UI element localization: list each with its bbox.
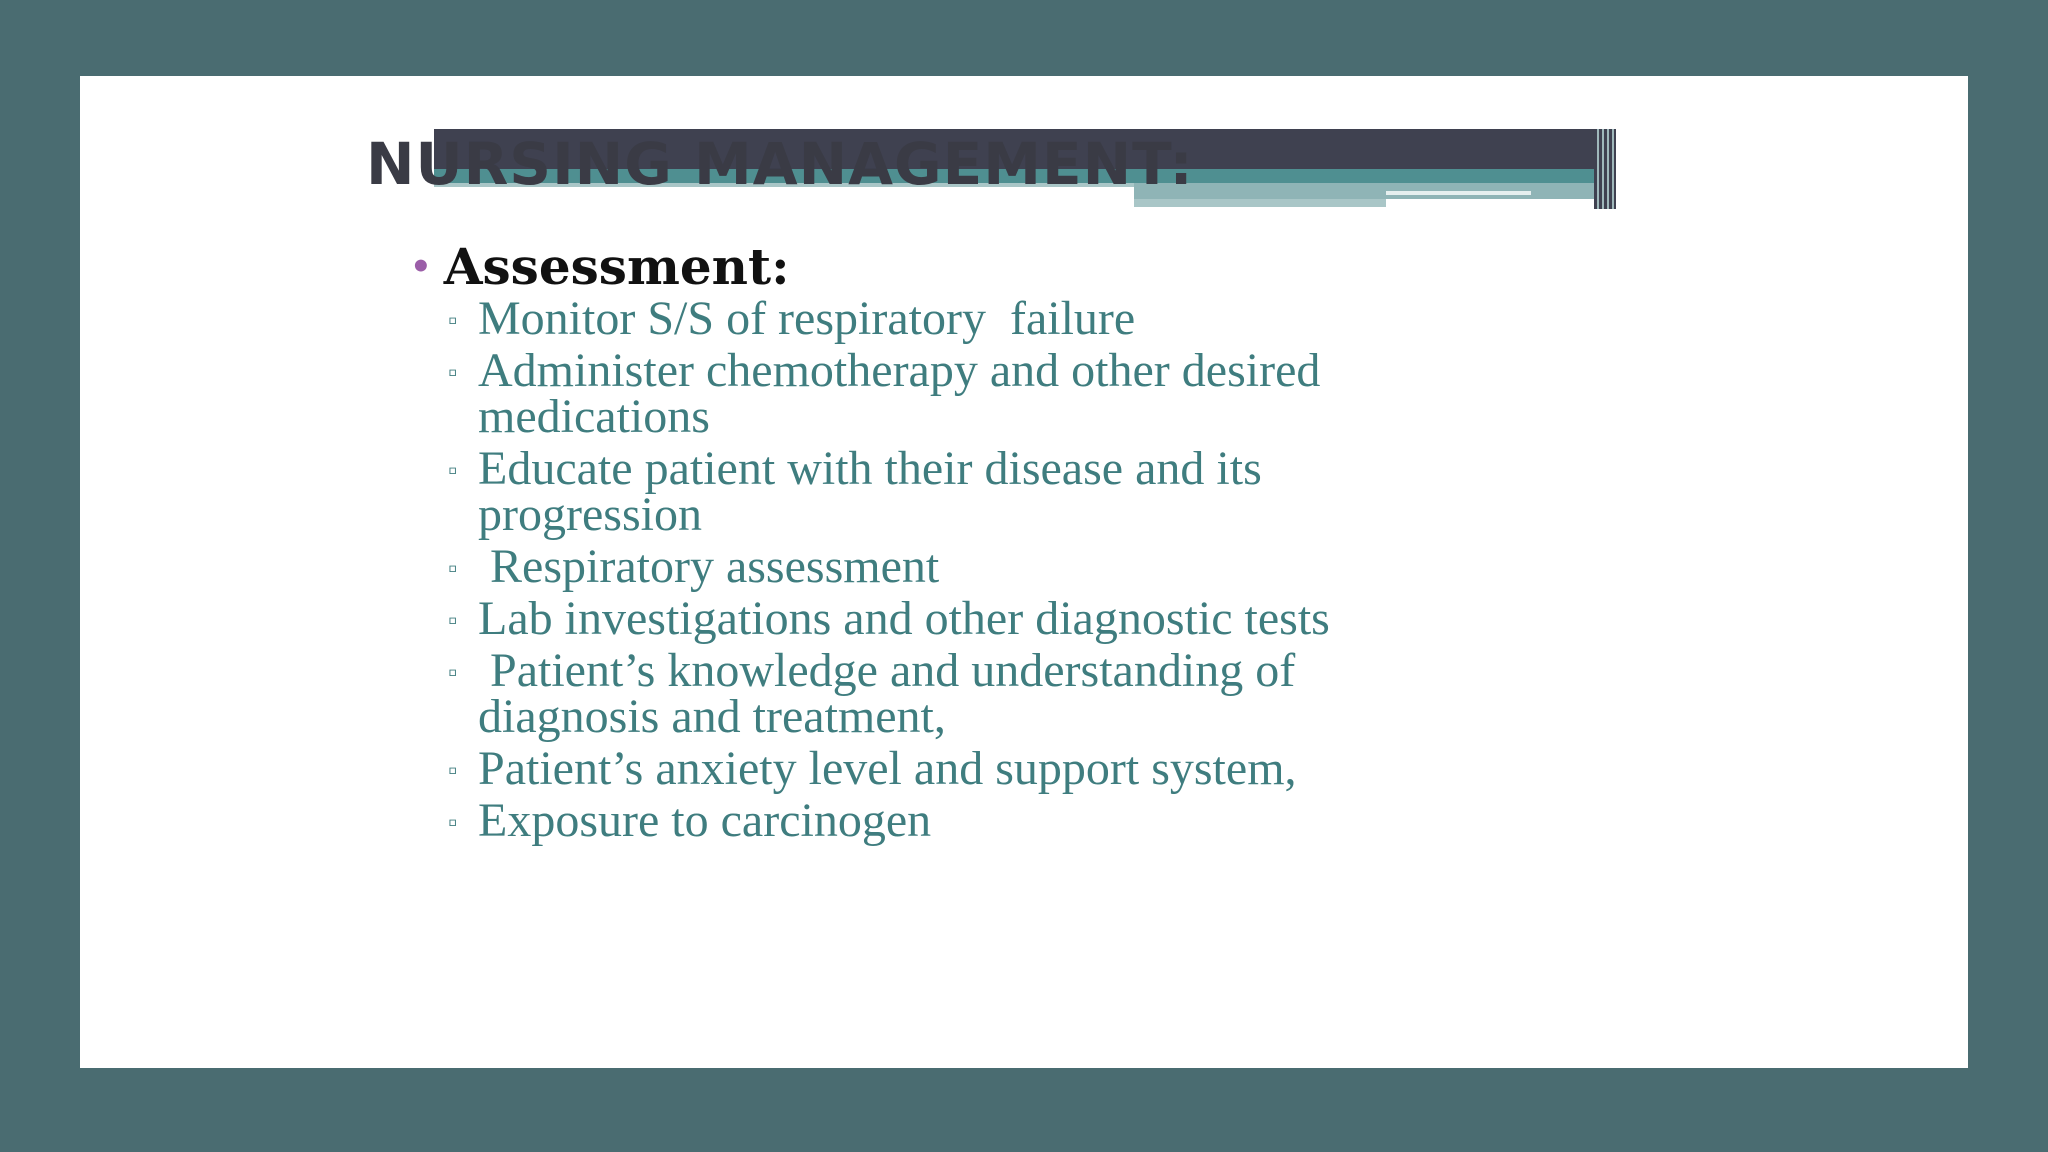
header-stripe: [1134, 199, 1386, 207]
square-bullet-icon: ▫: [448, 606, 458, 635]
list-item-text: Respiratory assessment: [478, 540, 940, 593]
list-item-text: Patient’s knowledge and understanding of diagnosis and treatment,: [478, 644, 1308, 743]
list-item: [448, 344, 1348, 443]
header-bar-end-lines: [1594, 129, 1616, 209]
header-stripe: [1386, 191, 1531, 195]
list-item: [448, 292, 1278, 345]
list-item-text: Administer chemotherapy and other desired medications: [478, 344, 1321, 443]
square-bullet-icon: ▫: [448, 658, 458, 687]
list-item-text: Patient’s anxiety level and support system,: [478, 742, 1297, 795]
list-item: [448, 442, 1478, 541]
sub-bullet-list: [448, 292, 1578, 850]
list-item-text: Exposure to carcinogen: [478, 794, 932, 847]
list-item-text: Educate patient with their disease and its progression: [478, 442, 1262, 541]
square-bullet-icon: ▫: [448, 554, 458, 583]
list-item: [448, 794, 1378, 847]
square-bullet-icon: ▫: [448, 306, 458, 335]
list-item: [448, 644, 1478, 743]
square-bullet-icon: ▫: [448, 808, 458, 837]
list-item: [448, 540, 1378, 593]
square-bullet-icon: ▫: [448, 456, 458, 485]
list-item: [448, 742, 1578, 795]
square-bullet-icon: ▫: [448, 358, 458, 387]
square-bullet-icon: ▫: [448, 756, 458, 785]
bullet-heading: Assessment:: [443, 237, 790, 296]
list-item: [448, 592, 1578, 645]
list-item-text: Lab investigations and other diagnostic tests: [478, 592, 1330, 645]
slide-title: NURSING MANAGEMENT:: [366, 130, 1194, 198]
list-item-text: Monitor S/S of respiratory failure: [478, 292, 1136, 345]
bullet-assessment: [410, 237, 790, 296]
bullet-dot-icon: •: [410, 247, 432, 287]
